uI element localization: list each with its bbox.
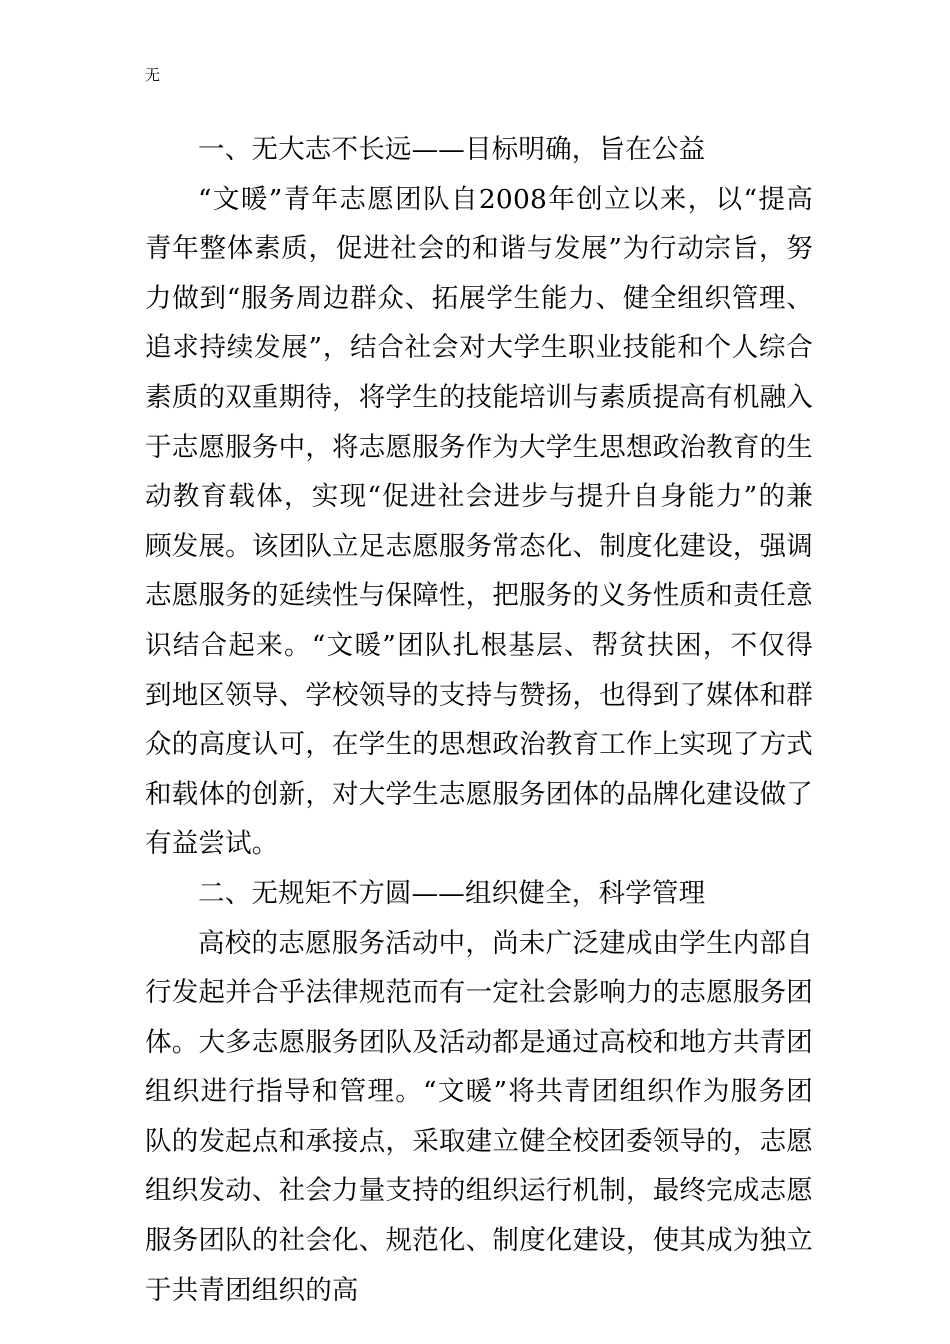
document-body <box>145 125 813 1315</box>
section-paragraph-1: “文暖”青年志愿团队自2008年创立以来，以“提高青年整体素质，促进社会的和谐与发展”为行动宗旨，努力做到“服务周边群众、拓展学生能力、健全组织管理、追求持续发展”，结合社会对大学生职业技能和个人综合素质的双重期待，将学生的技能培训与素质提高有机融入于志愿服务中，将志愿服务作为大学生思想政治教育的生动教育载体，实现“促进社会进步与提升自身能力”的兼顾发展。该团队立足志愿服务常态化、制度化建设，强调志愿服务的延续性与保障性，把服务的义务性质和责任意识结合起来。“文暖”团队扎根基层、帮贫扶困，不仅得到地区领导、学校领导的支持与赞扬，也得到了媒体和群众的高度认可，在学生的思想政治教育工作上实现了方式和载体的创新，对大学生志愿服务团体的品牌化建设做了有益尝试。 <box>145 183 813 860</box>
section-heading-2: 二、无规矩不方圆——组织健全，科学管理 <box>198 877 706 909</box>
section-paragraph-2: 高校的志愿服务活动中，尚未广泛建成由学生内部自行发起并合乎法律规范而有一定社会影响力的志愿服务团体。大多志愿服务团队及活动都是通过高校和地方共青团组织进行指导和管理。“文暖”将共青团组织作为服务团队的发起点和承接点，采取建立健全校团委领导的，志愿组织发动、社会力量支持的组织运行机制，最终完成志愿服务团队的社会化、规范化、制度化建设，使其成为独立于共青团组织的高 <box>145 927 813 1306</box>
page-header: 无 <box>145 66 161 84</box>
section-heading-1: 一、无大志不长远——目标明确，旨在公益 <box>198 134 706 165</box>
